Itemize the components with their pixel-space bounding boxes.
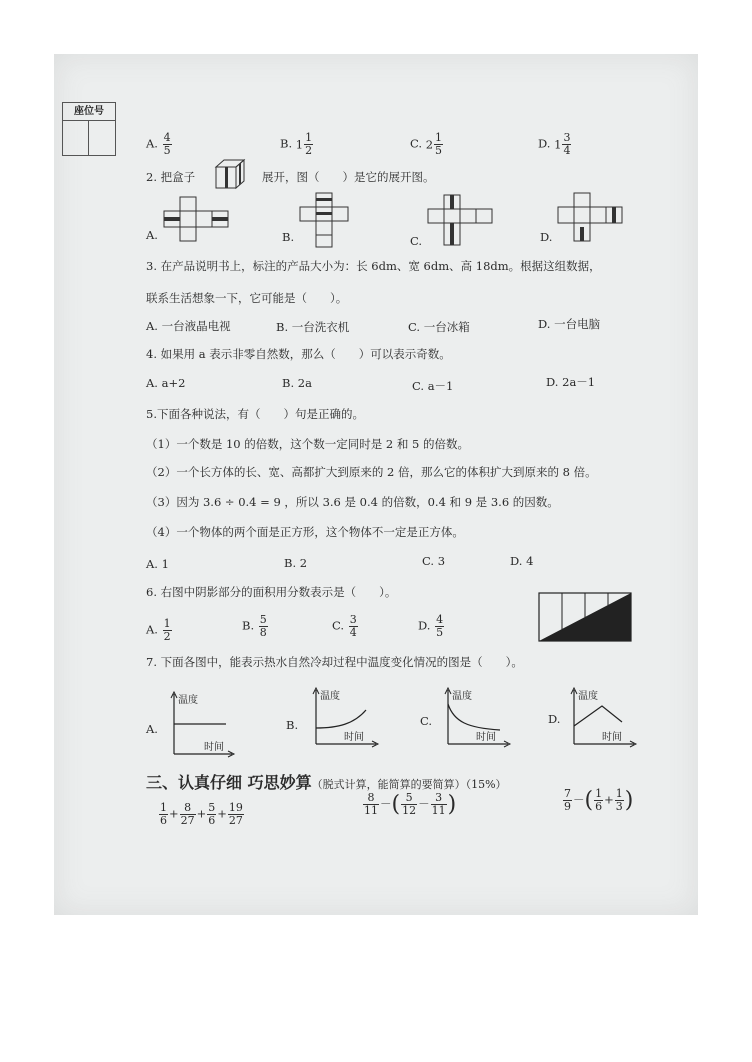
q3-stem-line-2: 联系生活想象一下，它可能是（ ）。 — [146, 291, 348, 305]
q1-option-b — [280, 132, 314, 157]
numerator: 8 — [180, 802, 196, 815]
q2-stem — [146, 169, 195, 185]
calc-expression-1 — [158, 802, 245, 827]
q5-option-a: A. 1 — [146, 557, 169, 571]
exam-paper — [54, 54, 698, 915]
q1-option-d — [538, 132, 572, 157]
option-letter: C. — [410, 136, 423, 151]
q6-option-c — [332, 614, 359, 639]
option-letter: B. — [280, 136, 293, 151]
q5-statement-2: （2）一个长方体的长、宽、高都扩大到原来的 2 倍，那么它的体积扩大到原来的 8 倍。 — [146, 465, 597, 479]
right-parenthesis: ) — [624, 788, 634, 813]
numerator: 1 — [435, 131, 443, 144]
y-axis-label: 温度 — [578, 691, 598, 702]
q2-option-c-letter: C. — [410, 234, 423, 248]
denominator: 4 — [563, 144, 571, 157]
numerator: 5 — [401, 792, 417, 805]
q1-option-a — [146, 132, 173, 157]
q7-stem: 7. 下面各图中，能表示热水自然冷却过程中温度变化情况的图是（ ）。 — [146, 655, 523, 669]
denominator: 6 — [208, 814, 216, 827]
q3-option-d: D. 一台电脑 — [538, 317, 601, 331]
option-letter: A. — [146, 136, 158, 151]
q2-option-a-letter: A. — [146, 228, 158, 242]
net-figure-c — [422, 194, 502, 250]
q4-option-b: B. 2a — [282, 376, 312, 390]
numerator: 1 — [595, 787, 603, 800]
fraction — [363, 792, 379, 817]
whole-number: 2 — [425, 137, 434, 152]
denominator: 11 — [364, 804, 378, 817]
graph-c — [440, 684, 512, 748]
numerator: 4 — [163, 131, 171, 144]
fraction — [163, 132, 172, 157]
fraction — [431, 792, 447, 817]
net-figure-a — [158, 196, 238, 244]
operator: + — [604, 792, 614, 807]
q7-option-d-letter: D. — [548, 712, 561, 726]
denominator: 5 — [163, 144, 171, 157]
box-figure — [214, 158, 248, 190]
x-axis-label: 时间 — [204, 742, 224, 753]
numerator: 1 — [305, 131, 313, 144]
fraction — [163, 618, 172, 643]
q5-option-b: B. 2 — [284, 556, 308, 570]
option-letter: A. — [146, 622, 158, 637]
q2-option-d-letter: D. — [540, 230, 553, 244]
numerator: 3 — [431, 792, 447, 805]
fraction — [349, 614, 358, 639]
section-3-title: 三、认真仔细 巧思妙算 — [146, 773, 312, 792]
x-axis-label: 时间 — [476, 732, 496, 743]
q4-stem: 4. 如果用 a 表示非零自然数，那么（ ）可以表示奇数。 — [146, 347, 451, 361]
right-parenthesis: ) — [447, 792, 457, 817]
x-axis-label: 时间 — [344, 732, 364, 743]
numerator: 5 — [208, 801, 216, 814]
q2-option-b-letter: B. — [282, 230, 295, 244]
denominator: 6 — [160, 814, 167, 827]
q5-option-c: C. 3 — [422, 554, 446, 568]
q3-option-a: A. 一台液晶电视 — [146, 319, 231, 333]
q3-option-c: C. 一台冰箱 — [408, 320, 470, 334]
fraction — [228, 802, 244, 827]
fraction — [304, 132, 313, 157]
net-figure-b — [292, 192, 372, 248]
denominator: 3 — [615, 800, 623, 813]
seat-number-box — [62, 102, 116, 156]
operator: － — [573, 792, 585, 807]
q6-option-d — [418, 614, 445, 639]
net-figure-d — [552, 192, 632, 244]
q1-option-c — [410, 132, 444, 157]
left-parenthesis: ( — [391, 792, 401, 817]
y-axis-label: 温度 — [178, 695, 198, 706]
operator: + — [196, 806, 207, 821]
option-letter: D. — [538, 136, 551, 151]
q2-prefix: 2. 把盒子 — [146, 170, 196, 184]
fraction — [401, 792, 417, 817]
operator: － — [418, 796, 430, 811]
q4-option-c: C. a－1 — [412, 379, 454, 393]
denominator: 27 — [180, 814, 195, 827]
q2-suffix: 展开，图（ ）是它的展开图。 — [262, 170, 435, 184]
q5-statement-4: （4）一个物体的两个面是正方形，这个物体不一定是正方体。 — [146, 525, 464, 539]
calc-expression-2 — [362, 792, 456, 817]
denominator: 5 — [436, 626, 444, 639]
q4-option-a: A. a+2 — [146, 376, 186, 390]
y-axis-label: 温度 — [452, 691, 472, 702]
q3-stem-line-1: 3. 在产品说明书上，标注的产品大小为：长 6dm、宽 6dm、高 18dm。根据这组数据， — [146, 259, 601, 273]
fraction — [615, 788, 624, 813]
denominator: 9 — [564, 800, 571, 813]
denominator: 12 — [402, 804, 417, 817]
graph-b — [308, 684, 380, 748]
q5-option-d: D. 4 — [510, 554, 534, 568]
q5-statement-3: （3）因为 3.6 ÷ 0.4 = 9 ，所以 3.6 是 0.4 的倍数，0.4 和 9 是 3.6 的因数。 — [146, 495, 559, 509]
q7-option-a-letter: A. — [146, 722, 158, 736]
numerator: 1 — [163, 617, 171, 630]
fraction — [563, 788, 572, 813]
denominator: 8 — [259, 626, 267, 639]
q5-statement-1: （1）一个数是 10 的倍数，这个数一定同时是 2 和 5 的倍数。 — [146, 437, 470, 451]
numerator: 4 — [436, 613, 444, 626]
option-letter: C. — [332, 618, 345, 633]
numerator: 5 — [259, 613, 267, 626]
y-axis-label: 温度 — [320, 691, 340, 702]
numerator: 3 — [563, 131, 571, 144]
operator: － — [380, 796, 392, 811]
seat-number-label: 座位号 — [63, 103, 115, 121]
fraction — [562, 132, 571, 157]
graph-a — [166, 688, 236, 758]
operator: + — [169, 806, 179, 821]
fraction — [594, 788, 603, 813]
numerator: 3 — [349, 613, 357, 626]
q6-option-a — [146, 618, 173, 643]
numerator: 1 — [615, 787, 623, 800]
q5-stem: 5.下面各种说法，有（ ）句是正确的。 — [146, 407, 364, 421]
denominator: 5 — [435, 144, 443, 157]
fraction — [435, 614, 444, 639]
fraction — [434, 132, 443, 157]
denominator: 11 — [431, 804, 446, 817]
fraction — [180, 802, 196, 827]
operator: + — [217, 806, 227, 821]
x-axis-label: 时间 — [602, 732, 622, 743]
fraction — [259, 614, 268, 639]
option-letter: B. — [242, 618, 255, 633]
denominator: 27 — [228, 814, 243, 827]
option-letter: D. — [418, 618, 431, 633]
q4-option-d: D. 2a－1 — [546, 375, 596, 389]
numerator: 7 — [564, 787, 571, 800]
fraction — [159, 802, 168, 827]
whole-number: 1 — [554, 137, 562, 152]
q3-option-b: B. 一台洗衣机 — [276, 320, 350, 334]
shaded-rectangle-figure — [538, 592, 634, 644]
q6-stem: 6. 右图中阴影部分的面积用分数表示是（ ）。 — [146, 585, 397, 599]
q6-option-b — [242, 614, 269, 639]
fraction — [207, 802, 216, 827]
q7-option-c-letter: C. — [420, 714, 433, 728]
whole-number: 1 — [295, 137, 304, 152]
seat-box-divider — [88, 121, 89, 155]
q7-option-b-letter: B. — [286, 718, 299, 732]
numerator: 19 — [228, 801, 243, 814]
numerator: 8 — [363, 792, 379, 805]
numerator: 1 — [160, 801, 167, 814]
section-3-subtitle: （脱式计算，能简算的要简算）（15%） — [311, 778, 507, 791]
denominator: 2 — [163, 630, 171, 643]
graph-d — [566, 684, 638, 748]
section-3-header — [146, 770, 507, 793]
left-parenthesis: ( — [584, 788, 594, 813]
calc-expression-3 — [562, 788, 633, 813]
denominator: 6 — [595, 800, 603, 813]
denominator: 2 — [305, 144, 313, 157]
denominator: 4 — [349, 626, 357, 639]
